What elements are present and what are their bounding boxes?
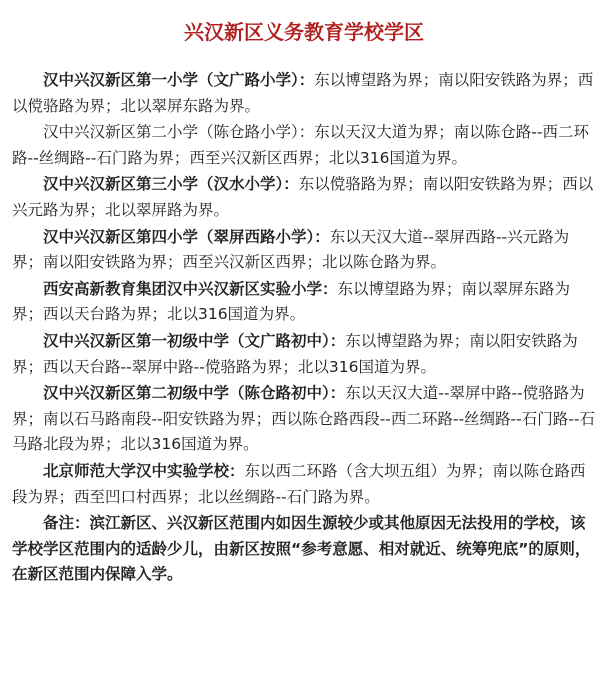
school-name: 汉中兴汉新区第三小学（汉水小学）： <box>43 175 299 194</box>
school-name: 汉中兴汉新区第二初级中学（陈仓路初中）： <box>43 384 346 403</box>
school-district-desc: 东以西二环路（含大坝五组）为界；南以陈仓路西段为界；西至凹口村西界；北以丝绸路--石门路为界。 <box>12 461 586 506</box>
school-name: 汉中兴汉新区第一初级中学（文广路初中）： <box>43 331 346 350</box>
school-name: 北京师范大学汉中实验学校： <box>43 461 245 480</box>
school-district-desc: 东以天汉大道--翠屏中路--傥骆路为界；南以石马路南段--阳安铁路为界；西以陈仓路西段--西二环路--丝绸路--石门路--石马路北段为界；北以316国道为界。 <box>12 384 595 454</box>
school-paragraph <box>12 120 596 171</box>
school-paragraph <box>12 172 596 223</box>
school-paragraph <box>12 329 596 380</box>
school-district-desc: 东以天汉大道为界；南以陈仓路--西二环路--丝绸路--石门路为界；西至兴汉新区西界；北以316国道为界。 <box>12 123 589 167</box>
school-paragraph <box>12 381 596 458</box>
note-paragraph: 备注：滨江新区、兴汉新区范围内如因生源较少或其他原因无法投用的学校，该学校学区范围内的适龄少儿，由新区按照“参考意愿、相对就近、统筹兜底”的原则，在新区范围内保障入学。 <box>12 514 591 584</box>
school-name: 西安高新教育集团汉中兴汉新区实验小学： <box>43 279 338 298</box>
school-name: 汉中兴汉新区第二小学（陈仓路小学）： <box>43 123 315 142</box>
school-district-desc: 东以傥骆路为界；南以阳安铁路为界；西以兴元路为界；北以翠屏路为界。 <box>12 175 594 219</box>
school-paragraph <box>12 225 596 276</box>
school-district-desc: 东以天汉大道--翠屏西路--兴元路为界；南以阳安铁路为界；西至兴汉新区西界；北以陈仓路为界。 <box>12 227 570 272</box>
school-paragraph <box>12 459 596 510</box>
school-name: 汉中兴汉新区第四小学（翠屏西路小学）： <box>43 227 330 246</box>
school-name: 汉中兴汉新区第一小学（文广路小学）： <box>43 71 315 89</box>
school-paragraph <box>12 277 596 328</box>
page-title: 兴汉新区义务教育学校学区 <box>184 20 424 44</box>
school-district-desc: 东以博望路为界；南以阳安铁路为界；西以天台路--翠屏中路--傥骆路为界；北以316国道为界。 <box>12 331 578 376</box>
school-district-desc: 东以博望路为界；南以阳安铁路为界；西以傥骆路为界；北以翠屏东路为界。 <box>12 71 594 115</box>
school-paragraph <box>12 68 596 119</box>
school-district-desc: 东以博望路为界；南以翠屏东路为界；西以天台路为界；北以316国道为界。 <box>12 279 571 324</box>
